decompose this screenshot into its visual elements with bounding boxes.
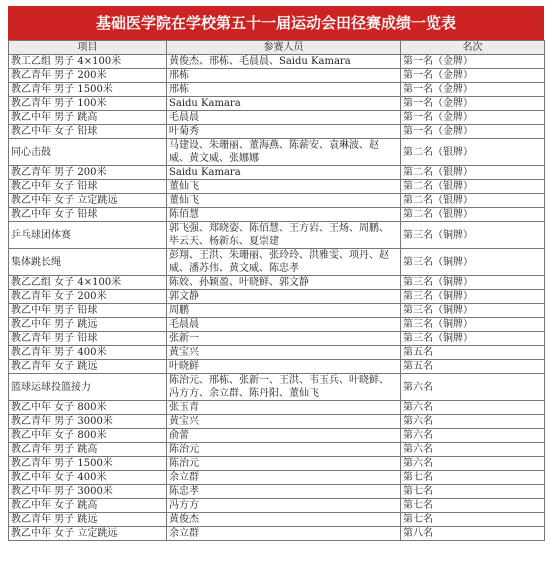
participants-cell: 董仙飞 xyxy=(167,180,401,194)
participants-cell: 黄俊杰、邢栋、毛晨晨、Saidu Kamara xyxy=(167,55,401,69)
event-cell: 教乙青年 男子 跳高 xyxy=(9,443,167,457)
rank-cell: 第七名 xyxy=(401,471,545,485)
page-title: 基础医学院在学校第五十一届运动会田径赛成绩一览表 xyxy=(8,6,544,40)
table-row xyxy=(9,429,545,443)
participants-cell: 周鹏 xyxy=(167,304,401,318)
column-header-rank: 名次 xyxy=(401,41,545,55)
rank-cell: 第一名（金牌） xyxy=(401,97,545,111)
rank-cell: 第三名（铜牌） xyxy=(401,332,545,346)
event-cell: 教乙中年 女子 400米 xyxy=(9,471,167,485)
rank-cell: 第五名 xyxy=(401,360,545,374)
table-row xyxy=(9,318,545,332)
event-cell: 集体跳长绳 xyxy=(9,249,167,276)
table-row xyxy=(9,208,545,222)
rank-cell: 第三名（铜牌） xyxy=(401,318,545,332)
participants-cell: 陈佰慧 xyxy=(167,208,401,222)
column-header-participants: 参赛人员 xyxy=(167,41,401,55)
participants-cell: 毛晨晨 xyxy=(167,111,401,125)
participants-cell: 陈治元 xyxy=(167,443,401,457)
rank-cell: 第八名 xyxy=(401,527,545,541)
table-row xyxy=(9,111,545,125)
event-cell: 教乙青年 男子 200米 xyxy=(9,69,167,83)
event-cell: 教乙中年 女子 铅球 xyxy=(9,125,167,139)
event-cell: 教乙中年 男子 3000米 xyxy=(9,485,167,499)
rank-cell: 第二名（银牌） xyxy=(401,194,545,208)
participants-cell: 彭翔、王洪、朱珊丽、张玲玲、洪雅雯、项丹、赵威、潘苏伟、黄文威、陈忠孝 xyxy=(167,249,401,276)
rank-cell: 第七名 xyxy=(401,513,545,527)
rank-cell: 第七名 xyxy=(401,499,545,513)
rank-cell: 第一名（金牌） xyxy=(401,111,545,125)
rank-cell: 第一名（金牌） xyxy=(401,55,545,69)
rank-cell: 第五名 xyxy=(401,346,545,360)
participants-cell: 余立群 xyxy=(167,527,401,541)
event-cell: 教乙中年 女子 跳高 xyxy=(9,499,167,513)
event-cell: 篮球运球投篮接力 xyxy=(9,374,167,401)
event-cell: 教乙中年 男子 跳远 xyxy=(9,318,167,332)
rank-cell: 第二名（银牌） xyxy=(401,166,545,180)
event-cell: 教乙中年 女子 铅球 xyxy=(9,208,167,222)
participants-cell: 邢栋 xyxy=(167,69,401,83)
table-row xyxy=(9,346,545,360)
participants-cell: 陈治元、邢栋、张新一、王洪、韦玉兵、叶晓鲜、冯方方、余立群、陈丹阳、董仙飞 xyxy=(167,374,401,401)
event-cell: 教乙青年 男子 1500米 xyxy=(9,457,167,471)
table-row xyxy=(9,249,545,276)
table-row xyxy=(9,513,545,527)
participants-cell: 陈治元 xyxy=(167,457,401,471)
event-cell: 教乙中年 女子 立定跳远 xyxy=(9,527,167,541)
participants-cell: 黄俊杰 xyxy=(167,513,401,527)
column-header-event: 项目 xyxy=(9,41,167,55)
table-row xyxy=(9,276,545,290)
event-cell: 教乙青年 女子 跳远 xyxy=(9,360,167,374)
event-cell: 教乙青年 女子 200米 xyxy=(9,290,167,304)
rank-cell: 第二名（银牌） xyxy=(401,208,545,222)
event-cell: 教乙中年 女子 铅球 xyxy=(9,180,167,194)
rank-cell: 第三名（铜牌） xyxy=(401,249,545,276)
rank-cell: 第三名（铜牌） xyxy=(401,304,545,318)
participants-cell: 叶菊秀 xyxy=(167,125,401,139)
participants-cell: 黄宝兴 xyxy=(167,346,401,360)
rank-cell: 第二名（银牌） xyxy=(401,139,545,166)
rank-cell: 第一名（金牌） xyxy=(401,125,545,139)
table-row xyxy=(9,55,545,69)
participants-cell: 郭飞强、郑晓姿、陈佰慧、王方岩、王炀、周鹏、毕云天、杨新东、夏崇建 xyxy=(167,222,401,249)
participants-cell: 叶晓鲜 xyxy=(167,360,401,374)
participants-cell: 张玉青 xyxy=(167,401,401,415)
event-cell: 教乙青年 男子 200米 xyxy=(9,166,167,180)
event-cell: 教乙青年 男子 跳远 xyxy=(9,513,167,527)
event-cell: 教乙中年 女子 800米 xyxy=(9,429,167,443)
participants-cell: 马建设、朱珊丽、董海燕、陈薪安、袁琳波、赵威、黄文威、张娜娜 xyxy=(167,139,401,166)
participants-cell: 余立群 xyxy=(167,471,401,485)
participants-cell: 黄宝兴 xyxy=(167,415,401,429)
table-row xyxy=(9,332,545,346)
participants-cell: 邢栋 xyxy=(167,83,401,97)
participants-cell: 董仙飞 xyxy=(167,194,401,208)
table-row xyxy=(9,166,545,180)
results-table xyxy=(8,40,545,541)
event-cell: 教乙中年 女子 立定跳远 xyxy=(9,194,167,208)
table-row xyxy=(9,194,545,208)
rank-cell: 第六名 xyxy=(401,401,545,415)
table-row xyxy=(9,83,545,97)
table-row xyxy=(9,97,545,111)
participants-cell: 郭文静 xyxy=(167,290,401,304)
event-cell: 教乙青年 男子 100米 xyxy=(9,97,167,111)
participants-cell: Saidu Kamara xyxy=(167,166,401,180)
event-cell: 教乙中年 男子 铅球 xyxy=(9,304,167,318)
event-cell: 教乙乙组 女子 4×100米 xyxy=(9,276,167,290)
table-row xyxy=(9,139,545,166)
rank-cell: 第六名 xyxy=(401,415,545,429)
rank-cell: 第三名（铜牌） xyxy=(401,290,545,304)
participants-cell: 毛晨晨 xyxy=(167,318,401,332)
table-row xyxy=(9,485,545,499)
table-row xyxy=(9,443,545,457)
table-row xyxy=(9,471,545,485)
event-cell: 教乙青年 男子 3000米 xyxy=(9,415,167,429)
event-cell: 教乙青年 男子 400米 xyxy=(9,346,167,360)
table-row xyxy=(9,401,545,415)
table-row xyxy=(9,499,545,513)
table-row xyxy=(9,457,545,471)
table-row xyxy=(9,415,545,429)
participants-cell: Saidu Kamara xyxy=(167,97,401,111)
rank-cell: 第一名（金牌） xyxy=(401,69,545,83)
table-row xyxy=(9,290,545,304)
table-header-row xyxy=(9,41,545,55)
participants-cell: 陈忠孝 xyxy=(167,485,401,499)
table-row xyxy=(9,304,545,318)
event-cell: 教乙中年 女子 800米 xyxy=(9,401,167,415)
rank-cell: 第六名 xyxy=(401,374,545,401)
table-row xyxy=(9,69,545,83)
results-document xyxy=(8,6,544,541)
participants-cell: 冯方方 xyxy=(167,499,401,513)
rank-cell: 第三名（铜牌） xyxy=(401,276,545,290)
rank-cell: 第二名（银牌） xyxy=(401,180,545,194)
table-row xyxy=(9,374,545,401)
rank-cell: 第七名 xyxy=(401,485,545,499)
table-row xyxy=(9,527,545,541)
rank-cell: 第三名（铜牌） xyxy=(401,222,545,249)
event-cell: 教乙青年 男子 铅球 xyxy=(9,332,167,346)
event-cell: 乒乓球团体赛 xyxy=(9,222,167,249)
event-cell: 教乙青年 男子 1500米 xyxy=(9,83,167,97)
table-row xyxy=(9,222,545,249)
table-row xyxy=(9,180,545,194)
rank-cell: 第一名（金牌） xyxy=(401,83,545,97)
rank-cell: 第六名 xyxy=(401,457,545,471)
table-row xyxy=(9,125,545,139)
participants-cell: 张新一 xyxy=(167,332,401,346)
event-cell: 教工乙组 男子 4×100米 xyxy=(9,55,167,69)
participants-cell: 俞蕾 xyxy=(167,429,401,443)
event-cell: 教乙中年 男子 跳高 xyxy=(9,111,167,125)
rank-cell: 第六名 xyxy=(401,443,545,457)
table-row xyxy=(9,360,545,374)
event-cell: 同心击鼓 xyxy=(9,139,167,166)
participants-cell: 陈姣、孙颖盈、叶晓鲜、郭文静 xyxy=(167,276,401,290)
rank-cell: 第六名 xyxy=(401,429,545,443)
